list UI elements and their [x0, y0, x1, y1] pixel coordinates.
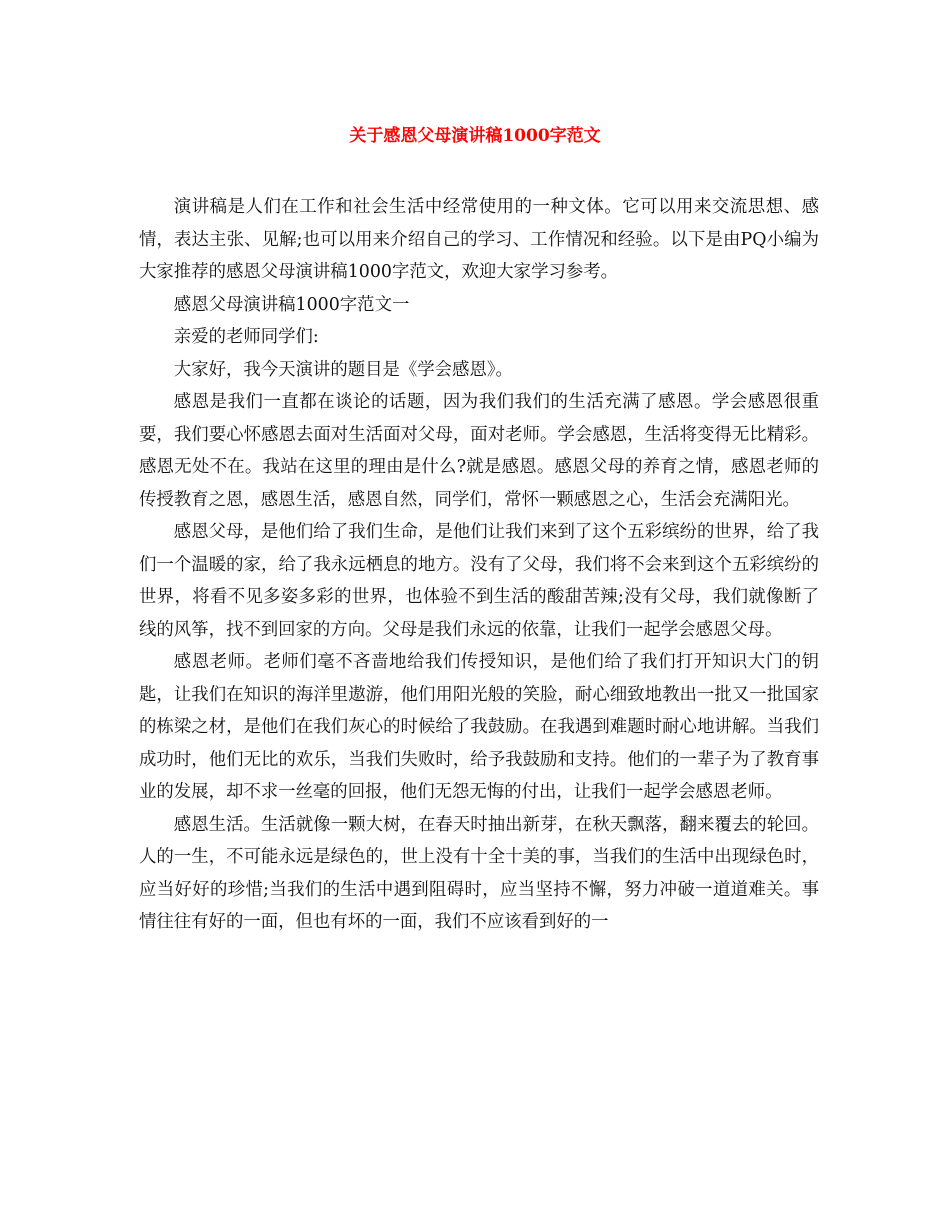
paragraph-gratitude: 感恩是我们一直都在谈论的话题，因为我们我们的生活充满了感恩。学会感恩很重要，我们要心怀感恩去面对生活面对父母，面对老师。学会感恩，生活将变得无比精彩。感恩无处不在。我站在这里的理由是什么?就是感恩。感恩父母的养育之情，感恩老师的传授教育之恩，感恩生活，感恩自然，同学们，常怀一颗感恩之心，生活会充满阳光。: [139, 392, 819, 510]
paragraph-greeting: 大家好，我今天演讲的题目是《学会感恩》。: [173, 359, 513, 380]
paragraph-teachers: 感恩老师。老师们毫不吝啬地给我们传授知识，是他们给了我们打开知识大门的钥匙，让我们在知识的海洋里遨游，他们用阳光般的笑脸，耐心细致地教出一批又一批国家的栋梁之材，是他们在我们灰心的时候给了我鼓励。在我遇到难题时耐心地讲解。当我们成功时，他们无比的欢乐，当我们失败时，给予我鼓励和支持。他们的一辈子为了教育事业的发展，却不求一丝毫的回报，他们无怨无悔的付出，让我们一起学会感恩老师。: [139, 652, 819, 802]
section-heading: 感恩父母演讲稿1000字范文一: [173, 294, 410, 315]
paragraph-parents: 感恩父母，是他们给了我们生命，是他们让我们来到了这个五彩缤纷的世界，给了我们一个温暖的家，给了我永远栖息的地方。没有了父母，我们将不会来到这个五彩缤纷的世界，将看不见多姿多彩的世界，也体验不到生活的酸甜苦辣;没有父母，我们就像断了线的风筝，找不到回家的方向。父母是我们永远的依靠，让我们一起学会感恩父母。: [139, 522, 819, 640]
paragraph-intro: 演讲稿是人们在工作和社会生活中经常使用的一种文体。它可以用来交流思想、感情，表达主张、见解;也可以用来介绍自己的学习、工作情况和经验。以下是由PQ小编为大家推荐的感恩父母演讲稿1000字范文，欢迎大家学习参考。: [139, 197, 819, 282]
document-body: [139, 191, 819, 939]
document-title: 关于感恩父母演讲稿1000字范文: [349, 126, 601, 146]
paragraph-life: 感恩生活。生活就像一颗大树，在春天时抽出新芽，在秋天飘落，翻来覆去的轮回。人的一生，不可能永远是绿色的，世上没有十全十美的事，当我们的生活中出现绿色时，应当好好的珍惜;当我们的生活中遇到阻碍时，应当坚持不懈，努力冲破一道道难关。事情往往有好的一面，但也有坏的一面，我们不应该看到好的一: [139, 814, 819, 932]
salutation: 亲爱的老师同学们:: [173, 327, 319, 347]
